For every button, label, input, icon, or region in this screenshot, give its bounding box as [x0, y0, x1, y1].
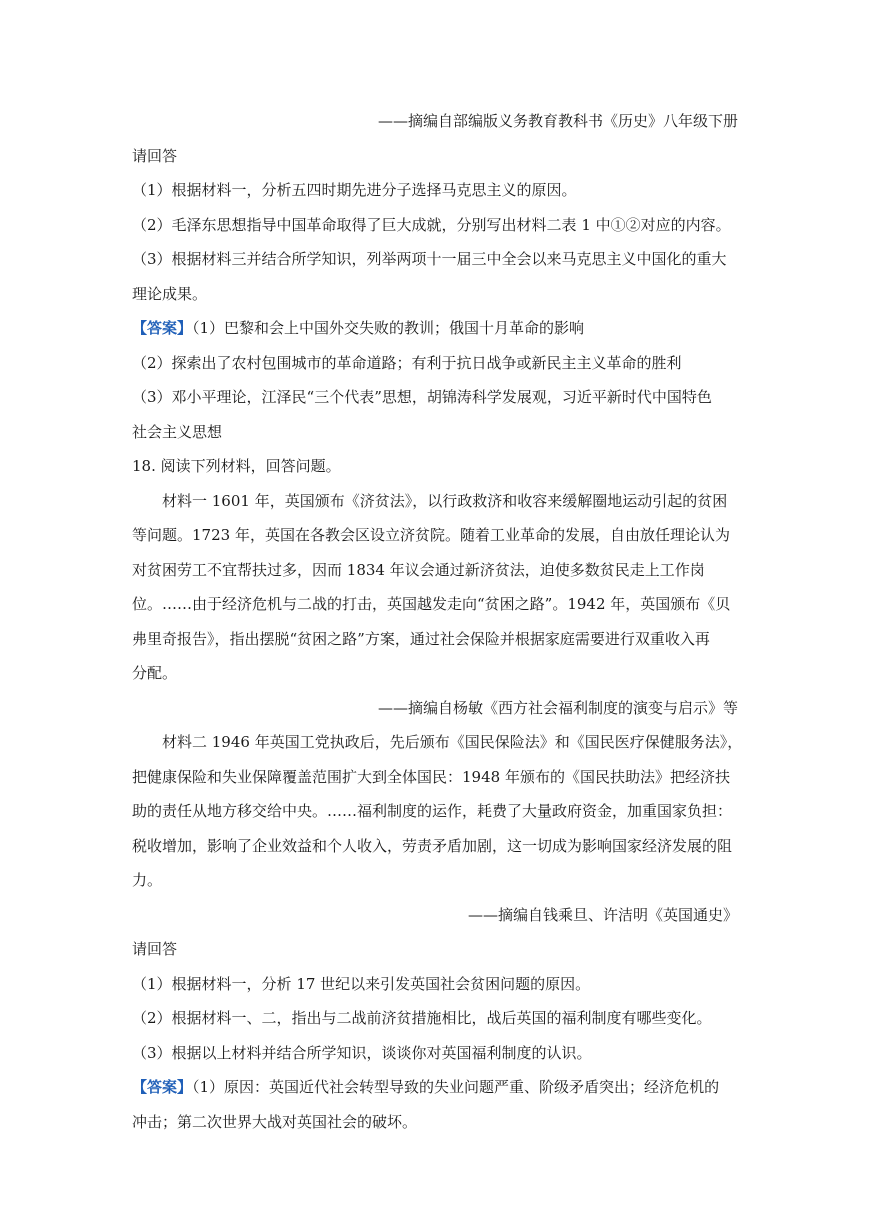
answer-3: （3）邓小平理论，江泽民“三个代表”思想，胡锦涛科学发展观，习近平新时代中国特色	[132, 388, 712, 406]
material-line: 对贫困劳工不宜帮扶过多，因而 1834 年议会通过新济贫法，迫使多数贫民走上工作岗	[132, 560, 705, 579]
answer-3-cont: 社会主义思想	[132, 422, 223, 441]
question-1: （1）根据材料一，分析 17 世纪以来引发英国社会贫困问题的原因。	[132, 974, 591, 993]
answer-2: （2）探索出了农村包围城市的革命道路；有利于抗日战争或新民主主义革命的胜利	[132, 353, 682, 372]
source-citation: ——摘编自杨敏《西方社会福利制度的演变与启示》等	[377, 698, 738, 717]
question-1: （1）根据材料一，分析五四时期先进分子选择马克思主义的原因。	[132, 181, 577, 199]
answer-text: （1）原因：英国近代社会转型导致的失业问题严重、阶级矛盾突出；经济危机的	[192, 1078, 720, 1096]
material-line: 助的责任从地方移交给中央。……福利制度的运作，耗费了大量政府资金，加重国家负担：	[132, 802, 733, 820]
prompt-label: 请回答	[132, 940, 178, 958]
material-line: 分配。	[132, 664, 178, 682]
material-line: 等问题。1723 年，英国在各教会区设立济贫院。随着工业革命的发展，自由放任理论认为	[132, 526, 730, 544]
source-citation: ——摘编自部编版义务教育教科书《历史》八年级下册	[377, 112, 738, 130]
material-line: 税收增加，影响了企业效益和个人收入，劳责矛盾加剧，这一切成为影响国家经济发展的阻	[132, 836, 733, 855]
prompt-label: 请回答	[132, 146, 178, 165]
answer-text: （1）巴黎和会上中国外交失败的教训；俄国十月革命的影响	[192, 319, 585, 337]
material-line: 材料一 1601 年，英国颁布《济贫法》，以行政救济和收容来缓解圈地运动引起的贫困	[162, 491, 728, 510]
source-citation: ——摘编自钱乘旦、许洁明《英国通史》	[467, 905, 738, 924]
question-3-cont: 理论成果。	[132, 284, 208, 303]
question-3: （3）根据以上材料并结合所学知识，谈谈你对英国福利制度的认识。	[132, 1043, 592, 1062]
answer-tag: 【答案】	[132, 1078, 193, 1096]
answer-tag: 【答案】	[132, 319, 193, 337]
answer-1	[132, 1070, 738, 1105]
material-line: 把健康保险和失业保障覆盖范围扩大到全体国民：1948 年颁布的《国民扶助法》把经济扶	[132, 767, 730, 786]
document-page	[132, 104, 743, 1139]
question-2: （2）毛泽东思想指导中国革命取得了巨大成就，分别写出材料二表 1 中①②对应的内容。	[132, 215, 731, 234]
material-line: 弗里奇报告》，指出摆脱“贫困之路”方案，通过社会保险并根据家庭需要进行双重收入再	[132, 629, 710, 648]
question-2: （2）根据材料一、二，指出与二战前济贫措施相比，战后英国的福利制度有哪些变化。	[132, 1009, 712, 1027]
answer-1-cont: 冲击；第二次世界大战对英国社会的破坏。	[132, 1112, 418, 1131]
answer-1	[132, 311, 738, 346]
material-line: 位。……由于经济危机与二战的打击，英国越发走向“贫困之路”。1942 年，英国颁布《贝	[132, 595, 731, 613]
material-line: 材料二 1946 年英国工党执政后，先后颁布《国民保险法》和《国民医疗保健服务法》，	[162, 733, 743, 751]
material-line: 力。	[132, 871, 163, 889]
question-heading: 18. 阅读下列材料，回答问题。	[132, 457, 341, 475]
question-3: （3）根据材料三并结合所学知识，列举两项十一届三中全会以来马克思主义中国化的重大	[132, 250, 727, 268]
